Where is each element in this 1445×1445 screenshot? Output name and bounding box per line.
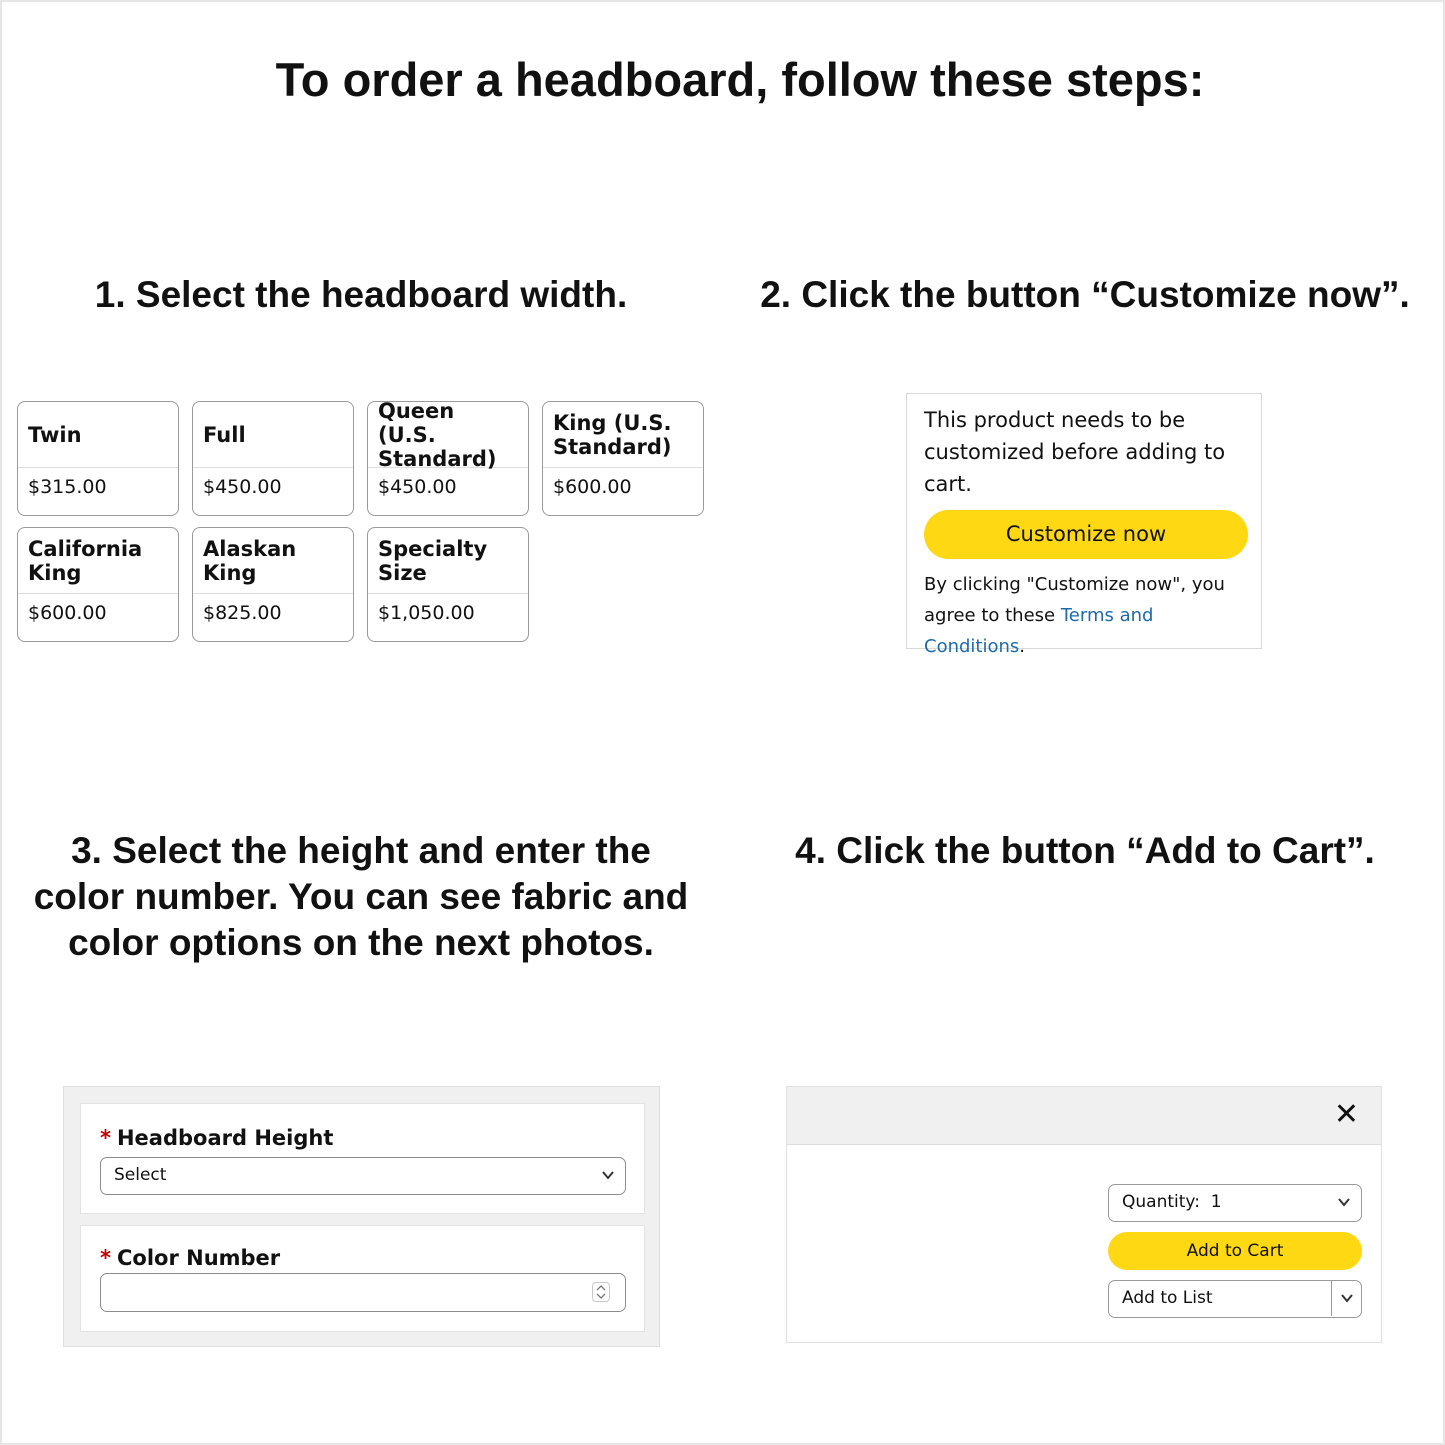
cart-panel-header xyxy=(787,1087,1381,1145)
headboard-height-select[interactable] xyxy=(100,1157,626,1195)
step-1-heading: 1. Select the headboard width. xyxy=(94,274,628,315)
chevron-down-icon xyxy=(1337,1185,1351,1232)
terms-note-suffix: . xyxy=(1019,636,1026,657)
add-to-list-button[interactable] xyxy=(1108,1280,1362,1318)
terms-and-conditions-link[interactable]: Terms and Conditions xyxy=(924,605,1154,657)
customize-terms-note xyxy=(924,569,1254,662)
required-marker: * xyxy=(100,1126,111,1150)
size-option-price: $315.00 xyxy=(28,476,107,498)
customize-panel xyxy=(906,393,1262,657)
color-number-label xyxy=(100,1246,280,1270)
quantity-label: Quantity: xyxy=(1122,1192,1200,1212)
size-option-name: Specialty Size xyxy=(368,528,528,594)
number-spinner-icon[interactable] xyxy=(592,1282,610,1302)
required-marker: * xyxy=(100,1246,111,1270)
size-option-price: $450.00 xyxy=(378,476,457,498)
size-option-price: $450.00 xyxy=(203,476,282,498)
headboard-height-section xyxy=(80,1103,645,1214)
headboard-height-value: Select xyxy=(114,1165,167,1185)
size-option-name: Full xyxy=(193,402,353,468)
size-option-price: $600.00 xyxy=(28,602,107,624)
size-option-specialty-size[interactable] xyxy=(367,527,529,642)
size-option-price: $1,050.00 xyxy=(378,602,475,624)
size-option-king[interactable] xyxy=(542,401,704,516)
customize-now-button[interactable]: Customize now xyxy=(924,510,1248,559)
add-to-list-label: Add to List xyxy=(1122,1288,1213,1308)
step-3-heading-line: color number. You can see fabric and xyxy=(33,876,689,917)
step-4-heading: 4. Click the button “Add to Cart”. xyxy=(795,830,1375,871)
add-to-cart-button[interactable]: Add to Cart xyxy=(1108,1232,1362,1270)
size-option-twin[interactable] xyxy=(17,401,179,516)
step-3-heading-line: color options on the next photos. xyxy=(68,922,654,963)
add-to-list-dropdown[interactable] xyxy=(1331,1281,1361,1316)
chevron-down-icon xyxy=(601,1158,615,1205)
quantity-value: 1 xyxy=(1210,1192,1222,1212)
size-option-price: $825.00 xyxy=(203,602,282,624)
step-3-heading xyxy=(0,828,722,966)
close-icon[interactable]: ✕ xyxy=(1333,1097,1359,1132)
size-option-alaskan-king[interactable] xyxy=(192,527,354,642)
color-number-section xyxy=(80,1225,645,1332)
size-option-name: Queen (U.S. Standard) xyxy=(368,402,528,468)
size-option-full[interactable] xyxy=(192,401,354,516)
customization-form xyxy=(63,1086,660,1347)
chevron-down-icon xyxy=(1340,1281,1354,1328)
page-title: To order a headboard, follow these steps: xyxy=(275,53,1205,106)
size-option-name: Twin xyxy=(18,402,178,468)
step-3-heading-line: 3. Select the height and enter the xyxy=(71,830,651,871)
size-option-name: Alaskan King xyxy=(193,528,353,594)
color-number-label-text: Color Number xyxy=(116,1246,281,1270)
size-option-name: King (U.S. Standard) xyxy=(543,402,703,468)
size-option-queen[interactable] xyxy=(367,398,529,516)
color-number-input[interactable] xyxy=(100,1273,626,1312)
headboard-height-label xyxy=(100,1126,333,1150)
size-option-california-king[interactable] xyxy=(17,527,179,642)
headboard-height-label-text: Headboard Height xyxy=(116,1126,334,1150)
size-option-name: California King xyxy=(18,528,178,594)
size-option-price: $600.00 xyxy=(553,476,632,498)
step-2-heading: 2. Click the button “Customize now”. xyxy=(760,274,1410,315)
customize-message: This product needs to be customized before adding to cart. xyxy=(924,408,1226,496)
terms-note-text: By clicking "Customize now", you agree to these xyxy=(924,574,1225,626)
quantity-select[interactable] xyxy=(1108,1184,1362,1222)
cart-panel xyxy=(786,1086,1382,1343)
